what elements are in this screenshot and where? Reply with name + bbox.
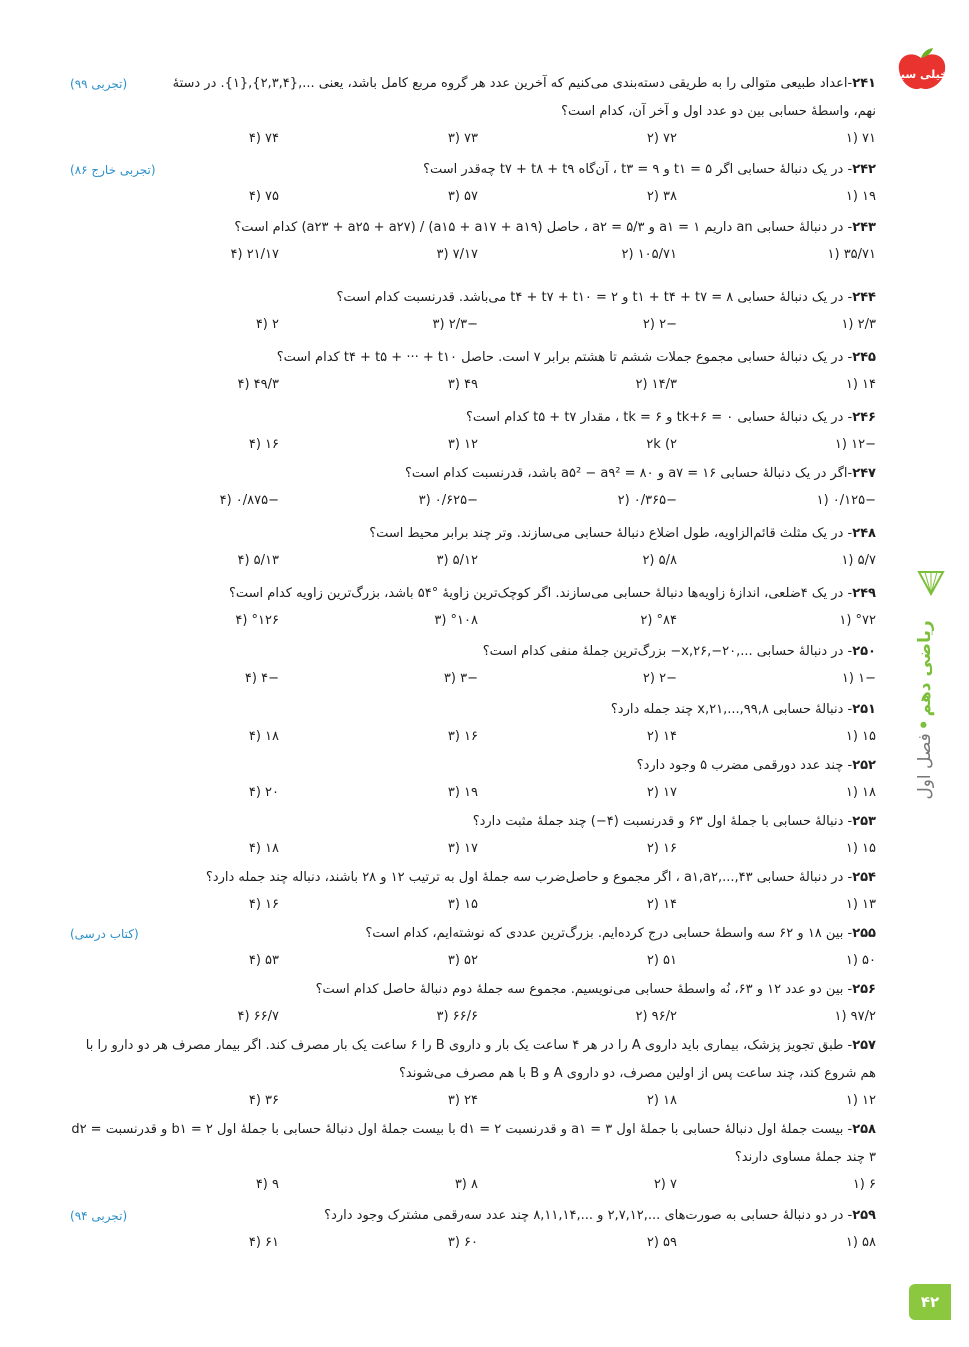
question-text: - در دو دنبالهٔ حسابی به صورت‌های ...,۲,۷,۱۲ و ...,۸,۱۱,۱۴ چند عدد سه‌رقمی مشترک وجود دارد؟	[324, 1208, 853, 1223]
answer-option[interactable]: −۰/۳۶۵ (۲	[617, 493, 677, 508]
answer-option[interactable]: ۱۷ (۳	[447, 841, 478, 856]
answer-option[interactable]: −۲/۳ (۳	[432, 317, 478, 332]
answer-option[interactable]: ۱۵ (۱	[845, 729, 876, 744]
options-row	[70, 666, 876, 694]
question-number: ۲۴۸	[852, 526, 876, 541]
answer-option[interactable]: ۵۱ (۲	[646, 953, 677, 968]
answer-option[interactable]: ۱۴ (۲	[646, 729, 677, 744]
source-tag: (تجربی ۹۴)	[70, 1209, 128, 1223]
subject-label: ریاضی دهم	[915, 620, 935, 717]
answer-option[interactable]: °۸۴ (۲	[640, 613, 677, 628]
question-text: - بین دو عدد ۱۲ و ۶۳، نُه واسطهٔ حسابی می‌نویسیم. مجموع سه جملهٔ دوم دنبالهٔ حاصل کدام است؟	[315, 982, 853, 997]
answer-option[interactable]: ۲/۳ (۱	[841, 317, 876, 332]
answer-option[interactable]: ۱۴/۳ (۲	[635, 377, 677, 392]
question-text: - در یک ۴ضلعی، اندازهٔ زاویه‌ها دنبالهٔ حسابی می‌سازند. اگر کوچک‌ترین زاویهٔ °۵۴ باشد، بزرگ‌ترین زاویه کدام است؟	[229, 586, 853, 601]
answer-option[interactable]: ۵۸ (۱	[845, 1235, 876, 1250]
answer-option[interactable]: ۷۵ (۴	[248, 189, 279, 204]
source-tag: (تجربی ۹۹)	[70, 77, 128, 91]
question-number: ۲۵۶	[852, 982, 876, 997]
answer-option[interactable]: ۱۴ (۲	[646, 897, 677, 912]
question-text: - چند عدد دورقمی مضرب ۵ وجود دارد؟	[636, 758, 853, 773]
leaf-icon	[916, 566, 946, 596]
answer-option[interactable]: −۲ (۲	[642, 317, 677, 332]
options-row	[70, 126, 876, 154]
answer-option[interactable]: ۱۴ (۱	[845, 377, 876, 392]
page-number: ۴۲	[909, 1284, 951, 1320]
question	[70, 1116, 876, 1172]
answer-option[interactable]: ۱۶ (۴	[248, 897, 279, 912]
question-text: - طبق تجویز پزشک، بیماری باید داروی A را در هر ۴ ساعت یک بار و داروی B را ۶ ساعت یک بار مصرف کند. اگر بیمار مصرف هر دو دارو را با هم شروع کند، چند ساعت پس از اولین مصرف، دو داروی A و B با هم مصرف می‌شوند؟	[85, 1038, 876, 1081]
answer-option[interactable]: ۸ (۳	[454, 1177, 478, 1192]
options-row	[70, 1172, 876, 1200]
answer-option[interactable]: ۷/۱۷ (۳	[436, 247, 478, 262]
answer-option[interactable]: ۷۲ (۲	[646, 131, 677, 146]
question-text: - در دنبالهٔ حسابی a۱,a۲,...,۴۳ ، اگر مجموع و حاصل‌ضرب سه جملهٔ اول به ترتیب ۱۲ و ۲۸ باشند، دنباله چند جمله دارد؟	[205, 870, 853, 885]
answer-option[interactable]: ۵۷ (۳	[447, 189, 478, 204]
answer-option[interactable]: ۱۹ (۱	[845, 189, 876, 204]
question	[70, 156, 876, 184]
question-number: ۲۵۲	[852, 758, 876, 773]
logo-text: خیلی سبز	[893, 68, 949, 81]
question-number: ۲۵۴	[852, 870, 876, 885]
question-number: ۲۴۶	[852, 410, 876, 425]
question	[70, 976, 876, 1004]
question	[70, 696, 876, 724]
answer-option[interactable]: ۲۴ (۳	[447, 1093, 478, 1108]
answer-option[interactable]: ۳۶ (۴	[248, 1093, 279, 1108]
question-number: ۲۵۵	[852, 926, 876, 941]
chapter-label: فصل اول	[915, 733, 935, 800]
options-row	[70, 948, 876, 974]
answer-option[interactable]: ۱۸ (۴	[248, 729, 279, 744]
options-row	[70, 780, 876, 806]
question-list	[70, 70, 876, 1258]
answer-option[interactable]: ۷۳ (۳	[447, 131, 478, 146]
question-text: - بیست جملهٔ اول دنبالهٔ حسابی با جملهٔ اول a۱ = ۳ و قدرنسبت d۱ = ۲ با بیست جملهٔ اول دنبالهٔ حسابی با جملهٔ اول b۱ = ۲ و قدرنسبت d۲ = ۳ چند جملهٔ مساوی دارند؟	[71, 1122, 876, 1165]
question	[70, 920, 876, 948]
answer-option[interactable]: −۱ (۱	[841, 671, 876, 686]
answer-option[interactable]: ۱۰۵/۷۱ (۲	[621, 247, 677, 262]
answer-option[interactable]: ۱۶ (۲	[646, 841, 677, 856]
answer-option[interactable]: ۵/۷ (۱	[841, 553, 876, 568]
question-number: ۲۴۹	[852, 586, 876, 601]
answer-option[interactable]: ۵/۱۳ (۴	[237, 553, 279, 568]
question	[70, 70, 876, 126]
answer-option[interactable]: ۶۰ (۳	[447, 1235, 478, 1250]
answer-option[interactable]: ۲k (۲	[646, 437, 677, 452]
answer-option[interactable]: ۶۱ (۴	[248, 1235, 279, 1250]
question-number: ۲۵۳	[852, 814, 876, 829]
question-text: - در یک دنبالهٔ حسابی tk+۶ = ۰ و tk = ۶ ، مقدار t۵ + t۷ کدام است؟	[465, 410, 853, 425]
question-number: ۲۵۹	[852, 1208, 876, 1223]
answer-option[interactable]: °۱۰۸ (۳	[434, 613, 478, 628]
answer-option[interactable]: −۰/۱۲۵ (۱	[816, 493, 876, 508]
question	[70, 1202, 876, 1230]
question	[70, 344, 876, 372]
question-text: - دنبالهٔ حسابی ۸,x,۲۱,...,۹۹ چند جمله دارد؟	[610, 702, 853, 717]
answer-option[interactable]: ۴۹/۳ (۴	[237, 377, 279, 392]
answer-option[interactable]: ۱۳ (۱	[845, 897, 876, 912]
answer-option[interactable]: ۵۰ (۱	[845, 953, 876, 968]
options-row	[70, 242, 876, 282]
options-row	[70, 432, 876, 458]
answer-option[interactable]: ۱۸ (۲	[646, 1093, 677, 1108]
question-number: ۲۴۵	[852, 350, 876, 365]
options-row	[70, 184, 876, 212]
answer-option[interactable]: ۶ (۱	[852, 1177, 876, 1192]
source-tag: (کتاب درسی)	[70, 927, 139, 941]
answer-option[interactable]: ۷ (۲	[653, 1177, 677, 1192]
question-text: -اگر در یک دنبالهٔ حسابی a۷ = ۱۶ و a۵² − a۹² = ۸۰ باشد، قدرنسبت کدام است؟	[404, 466, 853, 481]
answer-option[interactable]: ۵/۸ (۲	[642, 553, 677, 568]
options-row	[70, 312, 876, 342]
question	[70, 580, 876, 608]
answer-option[interactable]: ۱۷ (۲	[646, 785, 677, 800]
question	[70, 808, 876, 836]
answer-option[interactable]: ۷۱ (۱	[845, 131, 876, 146]
answer-option[interactable]: −۰/۶۲۵ (۳	[418, 493, 478, 508]
question-text: - بین ۱۸ و ۶۲ سه واسطهٔ حسابی درج کرده‌ایم. بزرگ‌ترین عددی که نوشته‌ایم، کدام است؟	[365, 926, 853, 941]
answer-option[interactable]: ۱۸ (۱	[845, 785, 876, 800]
question	[70, 864, 876, 892]
question	[70, 752, 876, 780]
question	[70, 460, 876, 488]
answer-option[interactable]: ۱۶ (۳	[447, 729, 478, 744]
question-text: - دنبالهٔ حسابی با جملهٔ اول ۶۳ و قدرنسبت (۴−) چند جملهٔ مثبت دارد؟	[472, 814, 853, 829]
question-text: - در یک دنبالهٔ حسابی اگر t۱ = ۵ و t۳ = ۹ ، آن‌گاه t۷ + t۸ + t۹ چه‌قدر است؟	[423, 162, 853, 177]
question-number: ۲۴۳	[852, 220, 876, 235]
question	[70, 404, 876, 432]
answer-option[interactable]: ۴۹ (۳	[447, 377, 478, 392]
answer-option[interactable]: ۱۵ (۱	[845, 841, 876, 856]
answer-option[interactable]: ۵۳ (۴	[248, 953, 279, 968]
answer-option[interactable]: ۱۲ (۳	[447, 437, 478, 452]
answer-option[interactable]: ۲۱/۱۷ (۴	[230, 247, 279, 262]
answer-option[interactable]: ۹۷/۲ (۱	[834, 1009, 876, 1024]
options-row	[70, 1230, 876, 1256]
source-tag: (تجربی خارج ۸۶)	[70, 163, 156, 177]
answer-option[interactable]: ۳۵/۷۱ (۱	[827, 247, 876, 262]
answer-option[interactable]: −۰/۸۷۵ (۴	[219, 493, 279, 508]
question-text: - در یک مثلث قائم‌الزاویه، طول اضلاع دنبالهٔ حسابی می‌سازند. وتر چند برابر محیط است؟	[369, 526, 853, 541]
options-row	[70, 724, 876, 750]
question-number: ۲۵۷	[852, 1038, 876, 1053]
answer-option[interactable]: −۳ (۳	[443, 671, 478, 686]
question	[70, 638, 876, 666]
answer-option[interactable]: −۱۲ (۱	[834, 437, 876, 452]
answer-option[interactable]: ۱۶ (۴	[248, 437, 279, 452]
answer-option[interactable]: ۱۵ (۳	[447, 897, 478, 912]
question-number: ۲۵۰	[852, 644, 876, 659]
options-row	[70, 608, 876, 636]
answer-option[interactable]: ۶۶/۷ (۴	[237, 1009, 279, 1024]
answer-option[interactable]: ۵۲ (۳	[447, 953, 478, 968]
options-row	[70, 1088, 876, 1114]
separator-dot: •	[915, 719, 935, 731]
question-number: ۲۴۱	[852, 76, 876, 91]
options-row	[70, 488, 876, 518]
question-text: - در دنبالهٔ حسابی an داریم a۱ = ۱ و a۲ = ۵/۳ ، حاصل (a۱۵ + a۱۷ + a۱۹) / (a۲۳ + a۲۵ + a۲۷) کدام است؟	[234, 220, 853, 235]
answer-option[interactable]: °۱۲۶ (۴	[235, 613, 279, 628]
answer-option[interactable]: ۶۶/۶ (۳	[436, 1009, 478, 1024]
question	[70, 1032, 876, 1088]
answer-option[interactable]: −۴ (۴	[244, 671, 279, 686]
answer-option[interactable]: ۲ (۴	[255, 317, 279, 332]
question	[70, 214, 876, 242]
answer-option[interactable]: ۹ (۴	[255, 1177, 279, 1192]
question-text: - در دنبالهٔ حسابی ...,۲۰−,x,۲۶− بزرگ‌ترین جملهٔ منفی کدام است؟	[482, 644, 853, 659]
answer-option[interactable]: ۲۰ (۴	[248, 785, 279, 800]
question	[70, 284, 876, 312]
question-number: ۲۴۲	[852, 162, 876, 177]
question-text: - در یک دنبالهٔ حسابی t۱ + t۴ + t۷ = ۸ و t۴ + t۷ + t۱۰ = ۲ می‌باشد. قدرنسبت کدام است؟	[336, 290, 853, 305]
question-number: ۲۴۷	[852, 466, 876, 481]
options-row	[70, 892, 876, 918]
question-number: ۲۵۱	[852, 702, 876, 717]
question-text: -اعداد طبیعی متوالی را به طریقی دسته‌بندی می‌کنیم که آخرین عدد هر گروه مربع کامل باشد، یعنی ...,{۲,۳,۴},{۱}. در دستهٔ نهم، واسطهٔ حسابی بین دو عدد اول و آخر آن، کدام است؟	[172, 76, 876, 119]
answer-option[interactable]: ۱۹ (۳	[447, 785, 478, 800]
chapter-side-label	[905, 620, 945, 800]
options-row	[70, 1004, 876, 1030]
answer-option[interactable]: ۹۶/۲ (۲	[635, 1009, 677, 1024]
answer-option[interactable]: −۲ (۲	[642, 671, 677, 686]
options-row	[70, 548, 876, 578]
answer-option[interactable]: ۵/۱۲ (۳	[436, 553, 478, 568]
options-row	[70, 836, 876, 862]
answer-option[interactable]: ۱۸ (۴	[248, 841, 279, 856]
answer-option[interactable]: ۷۴ (۴	[248, 131, 279, 146]
answer-option[interactable]: °۷۲ (۱	[839, 613, 876, 628]
answer-option[interactable]: ۵۹ (۲	[646, 1235, 677, 1250]
apple-logo-icon	[893, 48, 949, 94]
options-row	[70, 372, 876, 402]
answer-option[interactable]: ۱۲ (۱	[845, 1093, 876, 1108]
question-number: ۲۵۸	[852, 1122, 876, 1137]
question-text: - در یک دنبالهٔ حسابی مجموع جملات ششم تا هشتم برابر ۷ است. حاصل t۴ + t۵ + ··· + t۱۰ کدام است؟	[276, 350, 853, 365]
answer-option[interactable]: ۳۸ (۲	[646, 189, 677, 204]
question	[70, 520, 876, 548]
question-number: ۲۴۴	[852, 290, 876, 305]
